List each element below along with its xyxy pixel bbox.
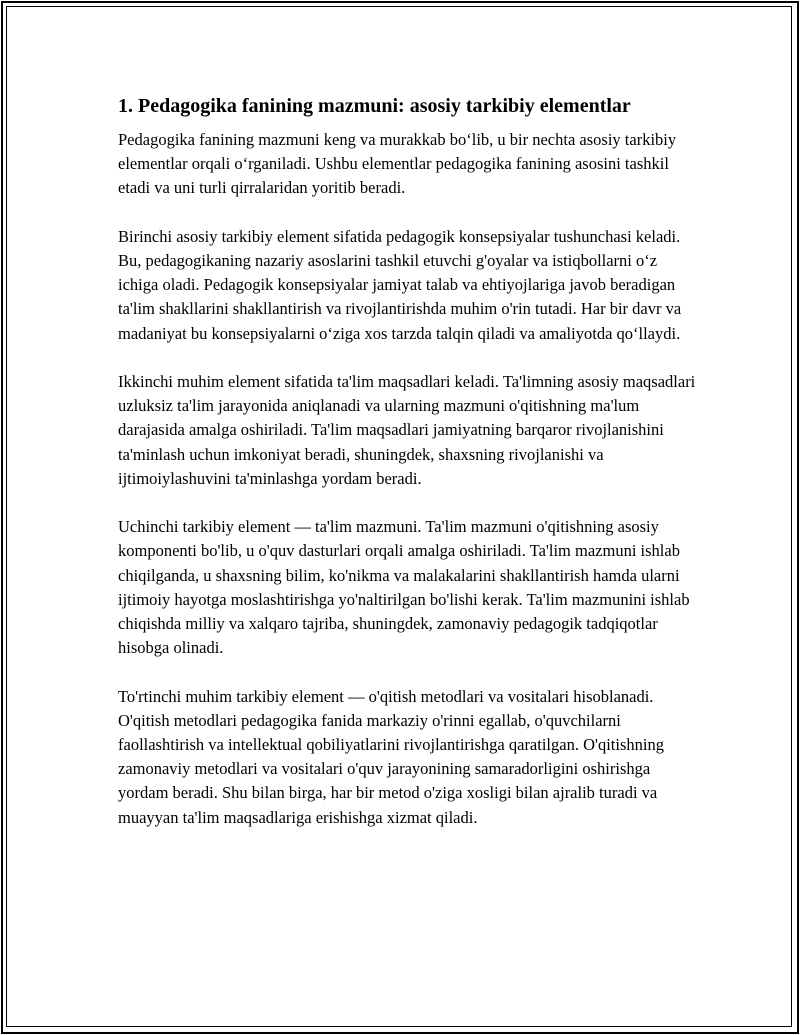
paragraph-methods: To'rtinchi muhim tarkibiy element — o'qitish metodlari va vositalari hisoblanadi. O'qitish metodlari pedagogika fanida markaziy o'rinni egallab, o'quvchilarni faollashtirish va intellektual qobiliyatlarini rivojlantirishga qaratilgan. O'qitishning zamonaviy metodlari va vositalari o'quv jarayonining samaradorligini oshirishga yordam beradi. Shu bilan birga, har bir metod o'ziga xosligi bilan ajralib turadi va muayyan ta'lim maqsadlariga erishishga xizmat qiladi. — [118, 686, 664, 827]
paragraph-concepts: Birinchi asosiy tarkibiy element sifatida pedagogik konsepsiyalar tushunchasi keladi. Bu, pedagogikaning nazariy asoslarini tashkil etuvchi g'oyalar va istiqbollarni o‘z ichiga oladi. Pedagogik konsepsiyalar jamiyat talab va ehtiyojlariga javob beradigan ta'lim shakllarini shakllantirish va rivojlantirishda muhim o'rin tutadi. Har bir davr va madaniyat bu konsepsiyalarni o‘ziga xos tarzda talqin qiladi va amaliyotda qo‘llaydi. — [118, 226, 682, 343]
document-body — [118, 92, 698, 854]
section-heading: 1. Pedagogika fanining mazmuni: asosiy tarkibiy elementlar — [118, 95, 631, 117]
paragraph-intro: Pedagogika fanining mazmuni keng va murakkab bo‘lib, u bir nechta asosiy tarkibiy elementlar orqali o‘rganiladi. Ushbu elementlar pedagogika fanining asosini tashkil etadi va uni turli qirralaridan yoritib beradi. — [118, 130, 677, 198]
paragraph-goals: Ikkinchi muhim element sifatida ta'lim maqsadlari keladi. Ta'limning asosiy maqsadlari uzluksiz ta'lim jarayonida aniqlanadi va ularning mazmuni o'qitishning ma'lum darajasida amalga oshiriladi. Ta'lim maqsadlari jamiyatning barqaror rivojlanishini ta'minlash uchun imkoniyat beradi, shuningdek, shaxsning rivojlanishi va ijtimoiylashuvini ta'minlashga yordam beradi. — [118, 372, 696, 488]
paragraph-content: Uchinchi tarkibiy element — ta'lim mazmuni. Ta'lim mazmuni o'qitishning asosiy komponenti bo'lib, u o'quv dasturlari orqali amalga oshiriladi. Ta'lim mazmuni ishlab chiqilganda, u shaxsning bilim, ko'nikma va malakalarini shakllantirish hamda ularni ijtimoiy hayotga moslashtirishga yo'naltirilgan bo'lishi kerak. Ta'lim mazmunini ishlab chiqishda milliy va xalqaro tajriba, shuningdek, zamonaviy pedagogik tadqiqotlar hisobga olinadi. — [118, 517, 690, 658]
